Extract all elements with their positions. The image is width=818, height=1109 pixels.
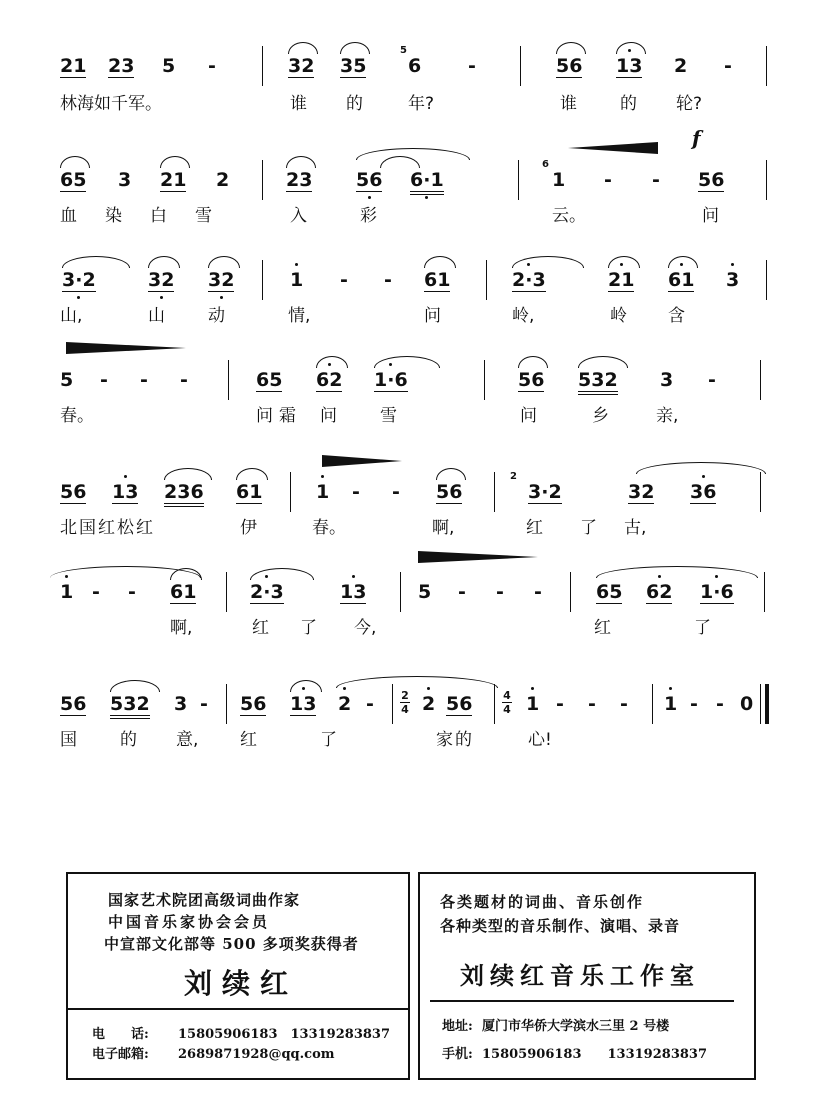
dash: - [708, 369, 716, 391]
note-group: 56 [556, 55, 583, 77]
note: 1 [316, 481, 330, 503]
slur [340, 42, 370, 54]
slur [160, 156, 190, 168]
phone-label: 电 话: [92, 1027, 149, 1042]
note-group: 62 [316, 369, 343, 391]
note: 3 [174, 693, 188, 715]
slur [62, 256, 130, 268]
dash: - [556, 693, 564, 715]
barline [518, 160, 519, 200]
barline [766, 160, 767, 200]
dash: - [716, 693, 724, 715]
lyric: 红 [240, 730, 257, 750]
slur [436, 468, 466, 480]
diminuendo-hairpin [418, 551, 538, 563]
dynamic-forte: f [692, 126, 701, 150]
note-group: 56 [240, 693, 267, 715]
note-group: 13 [616, 55, 643, 77]
address-label: 地址: [442, 1019, 473, 1034]
dash: - [180, 369, 188, 391]
lyric: 云。 [552, 206, 586, 226]
lyric: 红 [526, 518, 543, 538]
lyric: 的 [620, 94, 637, 114]
credit-line: 中国音乐家协会会员 [108, 913, 271, 931]
dash: - [200, 693, 208, 715]
note-group: 21 [608, 269, 635, 291]
slur [110, 680, 160, 692]
note-group: 532 [110, 694, 150, 719]
lyric: 雪 [380, 406, 397, 426]
lyric: 轮? [676, 94, 703, 114]
note-group: 23 [286, 169, 313, 191]
notation-line-7 [0, 689, 818, 734]
slur [636, 462, 766, 474]
note: 0 [740, 693, 754, 715]
note: 5 [418, 581, 432, 603]
note-group: 62 [646, 581, 673, 603]
notation-line-3 [0, 270, 818, 310]
slur [424, 256, 456, 268]
note-group: 3·2 [528, 481, 562, 503]
note: 2 [338, 693, 352, 715]
dash: - [392, 481, 400, 503]
slur [578, 356, 628, 368]
lyric: 春。 [312, 518, 346, 538]
credit-top-section [68, 874, 408, 1010]
lyric: 问 [702, 206, 719, 226]
note-group: 236 [164, 482, 204, 507]
barline [228, 360, 229, 400]
note: 5 [162, 55, 176, 77]
note-group: 532 [578, 370, 618, 395]
lyric: 彩 [360, 206, 377, 226]
slur [60, 156, 90, 168]
lyric: 乡 [592, 406, 609, 426]
lyric: 林海如千军。 [60, 94, 162, 114]
note-group: 56 [436, 481, 463, 503]
barline [484, 360, 485, 400]
barline [486, 260, 487, 300]
note-group: 61 [424, 269, 451, 291]
barline [766, 260, 767, 300]
dash: - [468, 55, 476, 77]
lyric: 血染白雪 [60, 206, 240, 226]
note-group: 13 [340, 581, 367, 603]
credit-line: 国家艺术院团高级词曲作家 [108, 891, 301, 909]
lyric: 春。 [60, 406, 94, 426]
notation-line-6 [0, 582, 818, 622]
note-group: 21 [160, 169, 187, 191]
barline [764, 572, 765, 612]
note-group: 35 [340, 55, 367, 77]
note: 6 [408, 55, 422, 77]
mobile-label: 手机: [442, 1047, 473, 1062]
studio-signature: 刘续红音乐工作室 [460, 961, 700, 990]
mobile-numbers: 15805906183 13319283837 [482, 1047, 707, 1062]
note-group: 23 [108, 55, 135, 77]
phone-numbers: 15805906183 13319283837 [178, 1027, 390, 1042]
dash: - [352, 481, 360, 503]
lyric: 心! [528, 730, 552, 750]
lyric: 谁 [290, 94, 307, 114]
barline [262, 46, 263, 86]
dash: - [534, 581, 542, 603]
note-group: 1·6 [700, 581, 734, 603]
barline [226, 684, 227, 724]
note-group: 56 [60, 693, 87, 715]
time-sig-top: 2 [401, 689, 409, 702]
lyric: 动 [208, 306, 225, 326]
note-group: 61 [236, 481, 263, 503]
slur [616, 42, 646, 54]
note: 3 [118, 169, 132, 191]
lyric: 了 [694, 618, 711, 638]
lyric: 国 [60, 730, 77, 750]
lyric: 了 [320, 730, 337, 750]
slur [170, 568, 202, 580]
time-signature-4-4 [502, 690, 512, 715]
lyric: 古, [624, 518, 647, 538]
lyric: 啊, [170, 618, 193, 638]
barline [760, 472, 761, 512]
slur [236, 468, 268, 480]
note: 1 [60, 581, 74, 603]
lyric: 山 [148, 306, 165, 326]
note-group: 36 [690, 481, 717, 503]
slur [208, 256, 240, 268]
slur [596, 566, 758, 578]
barline [570, 572, 571, 612]
time-sig-bottom: 4 [503, 703, 511, 716]
dash: - [208, 55, 216, 77]
slur [374, 356, 440, 368]
credit-line: 中宣部文化部等 500 多项奖获得者 [104, 935, 359, 953]
barline [262, 260, 263, 300]
slur [316, 356, 348, 368]
note-group: 13 [290, 693, 317, 715]
credit-box-composer [66, 872, 410, 1080]
barline [400, 572, 401, 612]
dash: - [620, 693, 628, 715]
barline [262, 160, 263, 200]
slur [512, 256, 584, 268]
note-group: 56 [698, 169, 725, 191]
note-group: 3·2 [62, 269, 96, 291]
notation-line-1 [0, 45, 818, 96]
lyric: 岭, [512, 306, 535, 326]
email-address: 2689871928@qq.com [178, 1047, 335, 1062]
lyric: 山, [60, 306, 83, 326]
notation-line-2 [0, 159, 818, 210]
barline [290, 472, 291, 512]
slur [336, 676, 498, 688]
note-group: 61 [170, 581, 197, 603]
slur [668, 256, 698, 268]
lyric: 情, [288, 306, 311, 326]
lyric: 伊 [240, 518, 257, 538]
note-group: 13 [112, 481, 139, 503]
dash: - [100, 369, 108, 391]
lyric: 岭 [610, 306, 627, 326]
slur [164, 468, 212, 480]
barline [494, 472, 495, 512]
lyric: 问 [424, 306, 441, 326]
dash: - [366, 693, 374, 715]
slur [148, 256, 180, 268]
slur [290, 680, 322, 692]
time-sig-top: 4 [503, 689, 511, 702]
note-group: 65 [596, 581, 623, 603]
lyric: 问 [320, 406, 337, 426]
diminuendo-hairpin [66, 342, 186, 354]
lyric: 年? [408, 94, 435, 114]
time-signature-2-4 [400, 690, 410, 715]
grace-note: 6 [542, 159, 549, 170]
lyric: 了 [300, 618, 317, 638]
lyric: 含 [668, 306, 685, 326]
note-group: 56 [446, 693, 473, 715]
note-group: 2·3 [512, 269, 546, 291]
dash: - [604, 169, 612, 191]
note: 1 [552, 169, 566, 191]
note-group: 1·6 [374, 369, 408, 391]
credit-box-studio [418, 872, 756, 1080]
note-group: 32 [288, 55, 315, 77]
crescendo-hairpin [568, 142, 658, 154]
lyric: 入 [290, 206, 307, 226]
note-group: 56 [356, 169, 383, 191]
dash: - [496, 581, 504, 603]
slur [608, 256, 640, 268]
dash: - [340, 269, 348, 291]
note-group: 56 [60, 481, 87, 503]
note: 2 [674, 55, 688, 77]
lyric: 的 [346, 94, 363, 114]
notation-line-5 [0, 471, 818, 522]
lyric: 北国红松红 [60, 518, 155, 538]
note-group: 2·3 [250, 581, 284, 603]
note: 1 [526, 693, 540, 715]
time-sig-bottom: 4 [401, 703, 409, 716]
lyric: 谁 [560, 94, 577, 114]
lyric: 家的 [436, 730, 474, 750]
barline [392, 684, 393, 724]
note: 1 [664, 693, 678, 715]
slur [250, 568, 314, 580]
barline [226, 572, 227, 612]
notation-line-4 [0, 370, 818, 410]
note: 5 [60, 369, 74, 391]
note-group: 6·1 [410, 170, 444, 195]
dash: - [128, 581, 136, 603]
dash: - [140, 369, 148, 391]
barline [652, 684, 653, 724]
address: 厦门市华侨大学滨水三里 2 号楼 [482, 1019, 670, 1034]
note-group: 65 [256, 369, 283, 391]
lyric: 问霜 [256, 406, 302, 426]
lyric: 了 [580, 518, 597, 538]
note: 3 [726, 269, 740, 291]
barline [766, 46, 767, 86]
divider [430, 1000, 734, 1002]
grace-note: 2 [510, 471, 517, 482]
dash: - [652, 169, 660, 191]
lyric: 问 [520, 406, 537, 426]
slur [518, 356, 548, 368]
dash: - [458, 581, 466, 603]
studio-line: 各种类型的音乐制作、演唱、录音 [440, 917, 681, 935]
note-group: 21 [60, 55, 87, 77]
barline [494, 684, 495, 724]
slur [288, 42, 318, 54]
lyric: 今, [354, 618, 377, 638]
final-barline-thick [765, 684, 769, 724]
note-group: 56 [518, 369, 545, 391]
note-group: 32 [208, 269, 235, 291]
dash: - [92, 581, 100, 603]
lyric: 亲, [656, 406, 679, 426]
dash: - [724, 55, 732, 77]
dash: - [588, 693, 596, 715]
grace-note: 5 [400, 45, 407, 56]
diminuendo-hairpin [322, 455, 402, 467]
note-group: 32 [148, 269, 175, 291]
lyric: 红 [594, 618, 611, 638]
dash: - [384, 269, 392, 291]
note-group: 61 [668, 269, 695, 291]
dash: - [690, 693, 698, 715]
note: 1 [290, 269, 304, 291]
slur [556, 42, 586, 54]
note: 3 [660, 369, 674, 391]
note-group: 65 [60, 169, 87, 191]
barline [760, 360, 761, 400]
lyric: 的 [120, 730, 137, 750]
studio-line: 各类题材的词曲、音乐创作 [440, 893, 645, 911]
lyric: 啊, [432, 518, 455, 538]
note: 2 [422, 693, 436, 715]
composer-signature: 刘续红 [184, 967, 299, 1000]
slur [286, 156, 316, 168]
note-group: 32 [628, 481, 655, 503]
email-label: 电子邮箱: [92, 1047, 149, 1062]
barline [520, 46, 521, 86]
final-barline-thin [760, 684, 761, 724]
note: 2 [216, 169, 230, 191]
lyric: 意, [176, 730, 199, 750]
lyric: 红 [252, 618, 269, 638]
